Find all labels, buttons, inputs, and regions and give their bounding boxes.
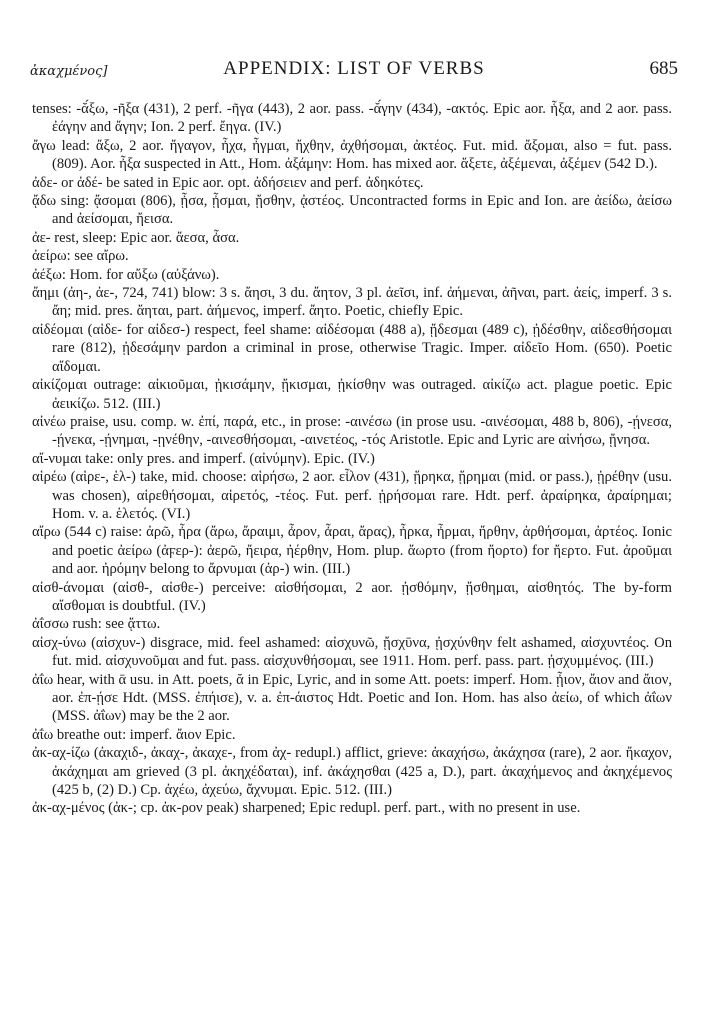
verb-entry-ade: ἀδε- or ἀδέ- be sated in Epic aor. opt. ἀδήσειεν and perf. ἀδηκότες. bbox=[32, 174, 424, 191]
verb-entry-ae: ἀε- rest, sleep: Epic aor. ἄεσα, ἆσα. bbox=[32, 229, 240, 246]
page-header bbox=[30, 58, 678, 86]
verb-entry-ago: ἄγω lead: ἄξω, 2 aor. ἤγαγον, ἦχα, ἦγμαι, ἤχθην, ἀχθήσομαι, ἀκτέος. Fut. mid. ἄξομαι, also = fut. pass. (809). Aor. ἦξα suspected in Att., Hom. ἀξάμην: Hom. has mixed aor. ἄξετε, ἀξέμεναι, ἀξέμεν (542 D.). bbox=[32, 137, 672, 173]
verb-entry-akachizo: ἀκ-αχ-ίζω (ἀκαχιδ-, ἀκαχ-, ἀκαχε-, from ἀχ- redupl.) afflict, grieve: ἀκαχήσω, ἀκάχησα (rare), 2 aor. ἤκαχον, ἀκάχημαι am grieved (3 pl. ἀκηχέδαται), inf. ἀκάχησθαι (425 a, D.), part. ἀκαχήμενος and ἀκηχέμενος (425 b, (2) D.) Cp. ἀχέω, ἀχεύω, ἄχνυμαι. Epic. 512. (III.) bbox=[32, 745, 672, 799]
running-head: ἀκαχμένος] bbox=[30, 64, 108, 79]
verb-entry-aeiro: ἀείρω: see αἴρω. bbox=[32, 248, 129, 265]
verb-entry-aido: ᾄδω sing: ᾄσομαι (806), ᾖσα, ᾖσμαι, ᾔσθην, ᾀστέος. Uncontracted forms in Epic and Ion. are ἀείδω, ἀείσω and ἀείσομαι, ἤεισα. bbox=[32, 193, 672, 228]
page-number: 685 bbox=[649, 58, 678, 79]
verb-list bbox=[32, 100, 672, 818]
verb-entry-aisso: ἀΐσσω rush: see ᾄττω. bbox=[32, 616, 161, 633]
verb-entry-aisthanomai: αἰσθ-άνομαι (αἰσθ-, αἰσθε-) perceive: αἰσθήσομαι, 2 aor. ᾐσθόμην, ᾔσθημαι, αἰσθητός. The by-form αἴσθομαι is doubtful. (IV.) bbox=[32, 579, 672, 614]
verb-entry-aineo: αἰνέω praise, usu. comp. w. ἐπί, παρά, etc., in prose: -αινέσω (in prose usu. -αινέσομαι, 488 b, 806), -ῄνεσα, -ῄνεκα, -ῄνημαι, -ῃνέθην, -αινεσθήσομαι, -αινετέος, -τός Aristotle. Epic and Lyric are αἰνήσω, ᾔνησα. bbox=[32, 413, 672, 449]
verb-entry-aischyno: αἰσχ-ύνω (αἰσχυν-) disgrace, mid. feel ashamed: αἰσχυνῶ, ᾔσχῡνα, ᾐσχύνθην felt ashamed, αἰσχυντέος. On fut. mid. αἰσχυνοῦμαι and fut. pass. αἰσχυνθήσομαι, see 1911. Hom. perf. pass. part. ᾐσχυμμένος. (III.) bbox=[32, 634, 672, 670]
verb-entry-continuation: tenses: -ᾰ́ξω, -ῆξα (431), 2 perf. -ῆγα (443), 2 aor. pass. -ᾰ́γην (434), -ακτός. Epic aor. ἧξα, and 2 aor. pass. ἐάγην and ἄγην; Ion. 2 perf. ἔηγα. (IV.) bbox=[32, 101, 672, 136]
verb-entry-aexo: ἀέξω: Hom. for αὔξω (αὐξάνω). bbox=[32, 266, 220, 283]
verb-entry-haireo: αἱρέω (αἱρε-, ἑλ-) take, mid. choose: αἱρήσω, 2 aor. εἷλον (431), ᾕρηκα, ᾕρημαι (mid. or pass.), ᾑρέθην (usu. was chosen), αἱρεθήσομαι, αἱρετός, -τέος. Fut. perf. ᾑρήσομαι rare. Hdt. perf. ἀραίρηκα, ἀραίρημαι; Hom. v. a. ἑλετός. (VI.) bbox=[32, 469, 672, 522]
verb-entry-akachmenos: ἀκ-αχ-μένος (ἀκ-; cp. ἀκ-ρον peak) sharpened; Epic redupl. perf. part., with no present in use. bbox=[32, 800, 581, 817]
verb-entry-aio-breathe: ἀΐω breathe out: imperf. ἄιον Epic. bbox=[32, 726, 236, 743]
verb-entry-airo: αἴρω (544 c) raise: ἀρῶ, ἦρα (ἄρω, ἄραιμι, ἆρον, ἆραι, ἄρας), ἦρκα, ἦρμαι, ἤρθην, ἀρθήσομαι, ἀρτέος. Ionic and poetic ἀείρω (ἀϝερ-): ἀερῶ, ἤειρα, ἠέρθην, Hom. plup. ἄωρτο (from ἤορτο) for ἤερτο. Fut. ἀροῦμαι and aor. ἠρόμην belong to ἄρνυμαι (ἀρ-) win. (III.) bbox=[32, 524, 672, 578]
verb-entry-aikizomai: αἰκίζομαι outrage: αἰκιοῦμαι, ᾐκισάμην, ᾔκισμαι, ᾐκίσθην was outraged. αἰκίζω act. plague poetic. Epic ἀεικίζω. 512. (III.) bbox=[32, 377, 672, 412]
verb-entry-aemi: ἄημι (ἀη-, ἀε-, 724, 741) blow: 3 s. ἄησι, 3 du. ἄητον, 3 pl. ἀεῖσι, inf. ἀήμεναι, ἀῆναι, part. ἀείς, imperf. 3 s. ἄη; mid. pres. ἄηται, part. ἀήμενος, imperf. ἄητο. Poetic, chiefly Epic. bbox=[32, 285, 672, 320]
verb-entry-aideomai: αἰδέομαι (αἰδε- for αἰδεσ-) respect, feel shame: αἰδέσομαι (488 a), ᾔδεσμαι (489 c), ᾐδέσθην, αἰδεσθήσομαι rare (812), ᾐδεσάμην pardon a criminal in prose, otherwise Tragic. Imper. αἰδεῖο Hom. (650). Poetic αἴδομαι. bbox=[32, 321, 672, 375]
verb-entry-aio-hear: ἀΐω hear, with ᾱ usu. in Att. poets, ᾰ in Epic, Lyric, and in some Att. poets: imperf. Hom. ᾖιον, ἄιον and ἄιον, aor. ἐπ-ῄσε Hdt. (MSS. ἐπήισε), v. a. ἐπ-άιστος Hdt. Poetic and Ion. Hom. has also ἀείω, of which ἀΐων (MSS. ἀΐων) may be the 2 aor. bbox=[32, 671, 672, 725]
page-title: APPENDIX: LIST OF VERBS bbox=[223, 58, 485, 79]
verb-entry-ainymai: αἴ-νυμαι take: only pres. and imperf. (αἰνύμην). Epic. (IV.) bbox=[32, 450, 375, 467]
